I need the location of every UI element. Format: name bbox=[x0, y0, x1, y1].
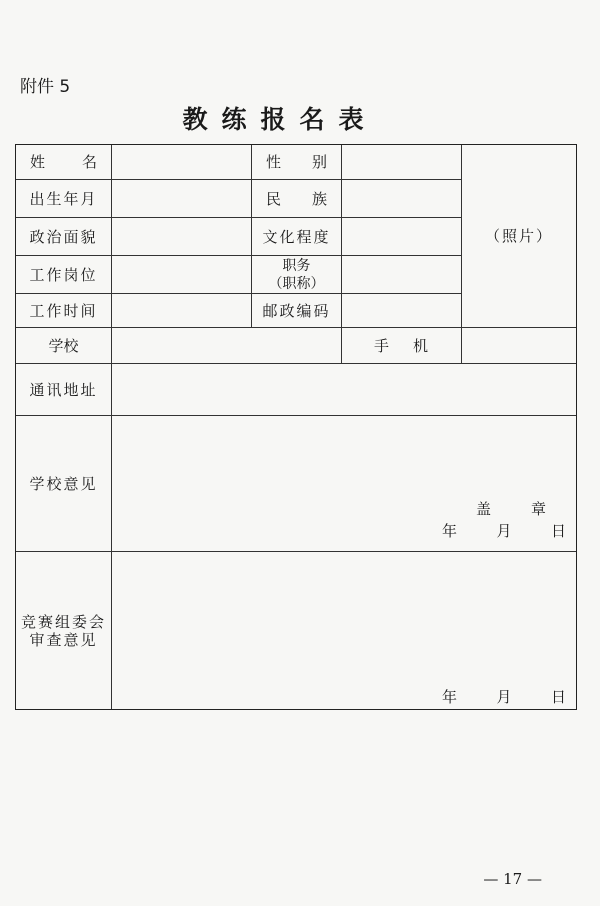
political-status-field[interactable] bbox=[112, 218, 251, 255]
postal-code-field[interactable] bbox=[342, 294, 461, 327]
label-job-title: 职务 （职称） bbox=[268, 257, 325, 292]
school-opinion-date: 年 月 日 bbox=[442, 522, 566, 540]
gender-field[interactable] bbox=[342, 145, 461, 179]
job-title-field[interactable] bbox=[342, 256, 461, 293]
attachment-label: 附件 5 bbox=[20, 77, 71, 97]
label-postal-code: 邮政编码 bbox=[262, 301, 331, 320]
work-time-field[interactable] bbox=[112, 294, 251, 327]
committee-opinion-date: 年 月 日 bbox=[442, 688, 566, 706]
ethnicity-field[interactable] bbox=[342, 180, 461, 217]
photo-placeholder[interactable]: （照片） bbox=[484, 227, 553, 245]
page-number: — 17 — bbox=[483, 870, 542, 888]
seal-label: 盖 章 bbox=[476, 500, 546, 518]
address-field[interactable] bbox=[112, 364, 576, 415]
label-committee-opinion: 竞赛组委会 审查意见 bbox=[20, 612, 106, 649]
label-birth-date: 出生年月 bbox=[29, 189, 98, 208]
label-education: 文化程度 bbox=[262, 227, 331, 246]
label-mobile: 手 机 bbox=[374, 336, 428, 355]
label-political-status: 政治面貌 bbox=[29, 227, 98, 246]
mobile-field[interactable] bbox=[462, 328, 576, 363]
label-address: 通讯地址 bbox=[29, 380, 98, 399]
committee-opinion-field[interactable] bbox=[112, 552, 576, 709]
label-gender: 性 别 bbox=[266, 153, 327, 171]
form-title: 教练报名表 bbox=[182, 105, 378, 134]
registration-form-table bbox=[15, 144, 577, 710]
label-work-time: 工作时间 bbox=[29, 301, 98, 320]
label-school-opinion: 学校意见 bbox=[29, 474, 98, 493]
name-field[interactable] bbox=[112, 145, 251, 179]
label-ethnicity: 民 族 bbox=[266, 189, 327, 208]
label-work-position: 工作岗位 bbox=[29, 265, 98, 284]
birth-date-field[interactable] bbox=[112, 180, 251, 217]
label-name: 姓 名 bbox=[30, 153, 97, 171]
label-school: 学校 bbox=[48, 336, 79, 355]
work-position-field[interactable] bbox=[112, 256, 251, 293]
school-field[interactable] bbox=[112, 328, 341, 363]
education-field[interactable] bbox=[342, 218, 461, 255]
